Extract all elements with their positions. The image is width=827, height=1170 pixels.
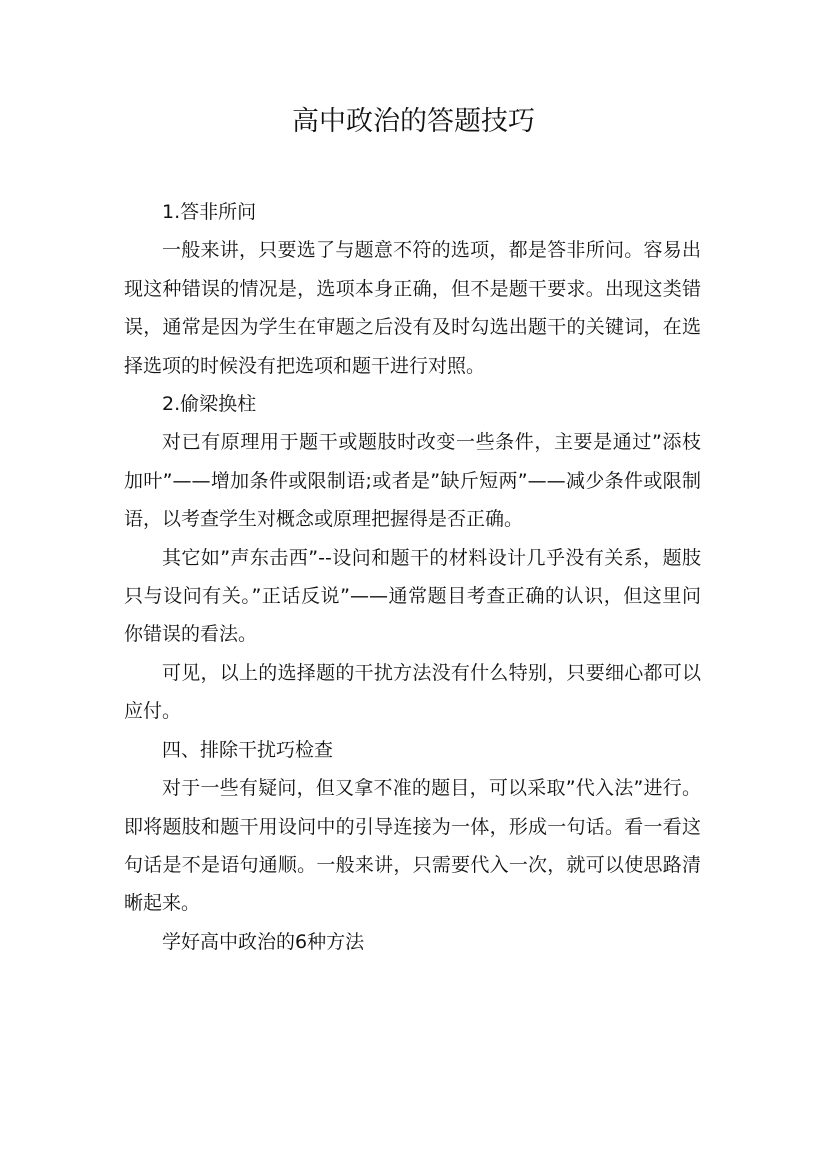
heading-six-methods: 学好高中政治的6种方法 [162, 930, 365, 953]
paragraph-conclusion: 可见，以上的选择题的干扰方法没有什么特别，只要细心都可以应付。 [124, 661, 701, 723]
heading-switch-concepts: 2.偷梁换柱 [162, 393, 257, 416]
document-title: 高中政治的答题技巧 [292, 106, 535, 137]
heading-answer-off-topic: 1.答非所问 [162, 201, 257, 223]
heading-eliminate-interference: 四、排除干扰巧检查 [162, 738, 334, 761]
document-body [124, 193, 701, 961]
paragraph-switch-concepts: 对已有原理用于题干或题肢时改变一些条件，主要是通过”添枝加叶”——增加条件或限制语;或者是”缺斤短两”——减少条件或限制语，以考查学生对概念或原理把握得是否正确。 [124, 431, 701, 531]
paragraph-other-tricks: 其它如”声东击西”--设问和题干的材料设计几乎没有关系，题肢只与设问有关。”正话反说”——通常题目考查正确的认识，但这里问你错误的看法。 [124, 546, 701, 646]
paragraph-answer-off-topic: 一般来讲，只要选了与题意不符的选项，都是答非所问。容易出现这种错误的情况是，选项本身正确，但不是题干要求。出现这类错误，通常是因为学生在审题之后没有及时勾选出题干的关键词，在选择选项的时候没有把选项和题干进行对照。 [124, 239, 701, 377]
paragraph-substitution-method: 对于一些有疑问，但又拿不准的题目，可以采取”代入法”进行。即将题肢和题干用设问中的引导连接为一体，形成一句话。看一看这句话是不是语句通顺。一般来讲，只需要代入一次，就可以使思路清晰起来。 [124, 777, 701, 915]
